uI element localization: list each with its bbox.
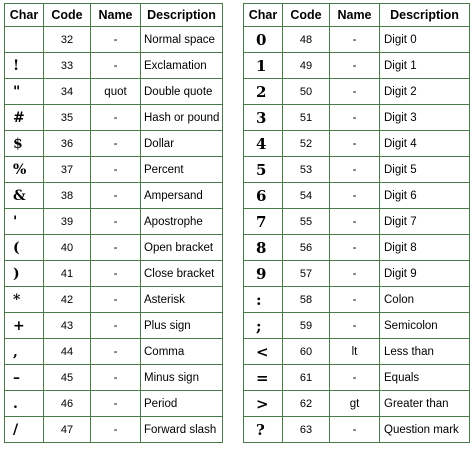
- char-cell: 9: [244, 261, 283, 287]
- char-cell: 1: [244, 53, 283, 79]
- table-row: [5, 79, 223, 105]
- entity-name-cell: -: [330, 183, 380, 209]
- header-char: Char: [5, 4, 44, 27]
- table-row: [244, 339, 470, 365]
- code-cell: 40: [44, 235, 91, 261]
- description-cell: Open bracket: [141, 235, 223, 261]
- code-cell: 48: [283, 27, 330, 53]
- char-cell: ': [5, 209, 44, 235]
- table-row: [244, 391, 470, 417]
- description-cell: Question mark: [380, 417, 470, 443]
- char-cell: 3: [244, 105, 283, 131]
- header-code: Code: [283, 4, 330, 27]
- code-cell: 63: [283, 417, 330, 443]
- header-row: [5, 4, 223, 27]
- table-row: [244, 157, 470, 183]
- ascii-table-right: [243, 3, 470, 443]
- char-cell: >: [244, 391, 283, 417]
- entity-name-cell: -: [91, 313, 141, 339]
- description-cell: Minus sign: [141, 365, 223, 391]
- char-cell: +: [5, 313, 44, 339]
- code-cell: 42: [44, 287, 91, 313]
- entity-name-cell: -: [330, 287, 380, 313]
- code-cell: 62: [283, 391, 330, 417]
- char-cell: 6: [244, 183, 283, 209]
- header-description: Description: [380, 4, 470, 27]
- entity-name-cell: -: [330, 313, 380, 339]
- table-row: [244, 79, 470, 105]
- table-row: [244, 313, 470, 339]
- description-cell: Semicolon: [380, 313, 470, 339]
- entity-name-cell: -: [330, 235, 380, 261]
- table-row: [244, 417, 470, 443]
- description-cell: Digit 3: [380, 105, 470, 131]
- description-cell: Asterisk: [141, 287, 223, 313]
- table-row: [244, 287, 470, 313]
- code-cell: 53: [283, 157, 330, 183]
- entity-name-cell: -: [330, 417, 380, 443]
- code-cell: 51: [283, 105, 330, 131]
- code-cell: 35: [44, 105, 91, 131]
- description-cell: Digit 4: [380, 131, 470, 157]
- code-cell: 44: [44, 339, 91, 365]
- char-cell: .: [5, 391, 44, 417]
- table-row: [5, 27, 223, 53]
- header-char: Char: [244, 4, 283, 27]
- entity-name-cell: quot: [91, 79, 141, 105]
- table-row: [244, 209, 470, 235]
- code-cell: 58: [283, 287, 330, 313]
- entity-name-cell: -: [91, 131, 141, 157]
- table-row: [5, 391, 223, 417]
- description-cell: Forward slash: [141, 417, 223, 443]
- table-row: [244, 27, 470, 53]
- description-cell: Hash or pound: [141, 105, 223, 131]
- entity-name-cell: -: [330, 209, 380, 235]
- table-row: [244, 183, 470, 209]
- code-cell: 60: [283, 339, 330, 365]
- char-cell: (: [5, 235, 44, 261]
- table-body-left: [5, 27, 223, 443]
- entity-name-cell: -: [91, 339, 141, 365]
- table-row: [244, 261, 470, 287]
- header-name: Name: [91, 4, 141, 27]
- table-row: [5, 183, 223, 209]
- code-cell: 56: [283, 235, 330, 261]
- header-description: Description: [141, 4, 223, 27]
- char-cell: $: [5, 131, 44, 157]
- char-cell: =: [244, 365, 283, 391]
- description-cell: Less than: [380, 339, 470, 365]
- char-cell: 0: [244, 27, 283, 53]
- table-row: [5, 105, 223, 131]
- code-cell: 52: [283, 131, 330, 157]
- header-name: Name: [330, 4, 380, 27]
- table-row: [5, 339, 223, 365]
- char-cell: %: [5, 157, 44, 183]
- description-cell: Apostrophe: [141, 209, 223, 235]
- entity-name-cell: lt: [330, 339, 380, 365]
- char-cell: 5: [244, 157, 283, 183]
- char-cell: [5, 27, 44, 53]
- entity-name-cell: -: [91, 157, 141, 183]
- entity-name-cell: -: [91, 235, 141, 261]
- description-cell: Digit 2: [380, 79, 470, 105]
- entity-name-cell: -: [91, 27, 141, 53]
- char-cell: /: [5, 417, 44, 443]
- char-cell: ,: [5, 339, 44, 365]
- description-cell: Digit 1: [380, 53, 470, 79]
- char-cell: #: [5, 105, 44, 131]
- entity-name-cell: -: [330, 131, 380, 157]
- code-cell: 61: [283, 365, 330, 391]
- table-row: [244, 53, 470, 79]
- code-cell: 38: [44, 183, 91, 209]
- entity-name-cell: -: [91, 183, 141, 209]
- code-cell: 49: [283, 53, 330, 79]
- description-cell: Percent: [141, 157, 223, 183]
- code-cell: 55: [283, 209, 330, 235]
- char-cell: *: [5, 287, 44, 313]
- description-cell: Digit 7: [380, 209, 470, 235]
- entity-name-cell: -: [91, 105, 141, 131]
- description-cell: Dollar: [141, 131, 223, 157]
- char-cell: <: [244, 339, 283, 365]
- entity-name-cell: gt: [330, 391, 380, 417]
- code-cell: 46: [44, 391, 91, 417]
- description-cell: Exclamation: [141, 53, 223, 79]
- description-cell: Greater than: [380, 391, 470, 417]
- entity-name-cell: -: [330, 27, 380, 53]
- description-cell: Double quote: [141, 79, 223, 105]
- table-row: [5, 209, 223, 235]
- code-cell: 54: [283, 183, 330, 209]
- entity-name-cell: -: [91, 365, 141, 391]
- entity-name-cell: -: [330, 79, 380, 105]
- table-row: [5, 53, 223, 79]
- description-cell: Normal space: [141, 27, 223, 53]
- table-row: [5, 131, 223, 157]
- entity-name-cell: -: [91, 209, 141, 235]
- char-cell: 7: [244, 209, 283, 235]
- code-cell: 47: [44, 417, 91, 443]
- code-cell: 50: [283, 79, 330, 105]
- table-row: [5, 261, 223, 287]
- header-row: [244, 4, 470, 27]
- table-row: [5, 235, 223, 261]
- description-cell: Equals: [380, 365, 470, 391]
- char-cell: 4: [244, 131, 283, 157]
- entity-name-cell: -: [91, 261, 141, 287]
- code-cell: 37: [44, 157, 91, 183]
- code-cell: 36: [44, 131, 91, 157]
- description-cell: Digit 9: [380, 261, 470, 287]
- description-cell: Period: [141, 391, 223, 417]
- code-cell: 33: [44, 53, 91, 79]
- char-cell: ?: [244, 417, 283, 443]
- char-cell: 2: [244, 79, 283, 105]
- table-row: [5, 313, 223, 339]
- description-cell: Comma: [141, 339, 223, 365]
- entity-name-cell: -: [91, 417, 141, 443]
- code-cell: 43: [44, 313, 91, 339]
- table-row: [5, 417, 223, 443]
- entity-name-cell: -: [91, 53, 141, 79]
- table-body-right: [244, 27, 470, 443]
- header-code: Code: [44, 4, 91, 27]
- entity-name-cell: -: [91, 391, 141, 417]
- code-cell: 32: [44, 27, 91, 53]
- code-cell: 34: [44, 79, 91, 105]
- code-cell: 59: [283, 313, 330, 339]
- char-cell: ;: [244, 313, 283, 339]
- code-cell: 41: [44, 261, 91, 287]
- code-cell: 39: [44, 209, 91, 235]
- description-cell: Digit 0: [380, 27, 470, 53]
- char-cell: 8: [244, 235, 283, 261]
- entity-name-cell: -: [330, 261, 380, 287]
- description-cell: Digit 5: [380, 157, 470, 183]
- entity-name-cell: -: [330, 157, 380, 183]
- description-cell: Colon: [380, 287, 470, 313]
- char-cell: :: [244, 287, 283, 313]
- table-row: [5, 157, 223, 183]
- code-cell: 45: [44, 365, 91, 391]
- entity-name-cell: -: [330, 53, 380, 79]
- entity-name-cell: -: [330, 105, 380, 131]
- table-row: [244, 131, 470, 157]
- description-cell: Digit 6: [380, 183, 470, 209]
- table-row: [5, 287, 223, 313]
- entity-name-cell: -: [91, 287, 141, 313]
- ascii-table-left: [4, 3, 223, 443]
- table-row: [244, 235, 470, 261]
- description-cell: Close bracket: [141, 261, 223, 287]
- description-cell: Ampersand: [141, 183, 223, 209]
- description-cell: Plus sign: [141, 313, 223, 339]
- char-cell: !: [5, 53, 44, 79]
- description-cell: Digit 8: [380, 235, 470, 261]
- char-cell: &: [5, 183, 44, 209]
- table-row: [244, 365, 470, 391]
- table-row: [244, 105, 470, 131]
- table-row: [5, 365, 223, 391]
- code-cell: 57: [283, 261, 330, 287]
- entity-name-cell: -: [330, 365, 380, 391]
- char-cell: –: [5, 365, 44, 391]
- char-cell: ): [5, 261, 44, 287]
- char-cell: ": [5, 79, 44, 105]
